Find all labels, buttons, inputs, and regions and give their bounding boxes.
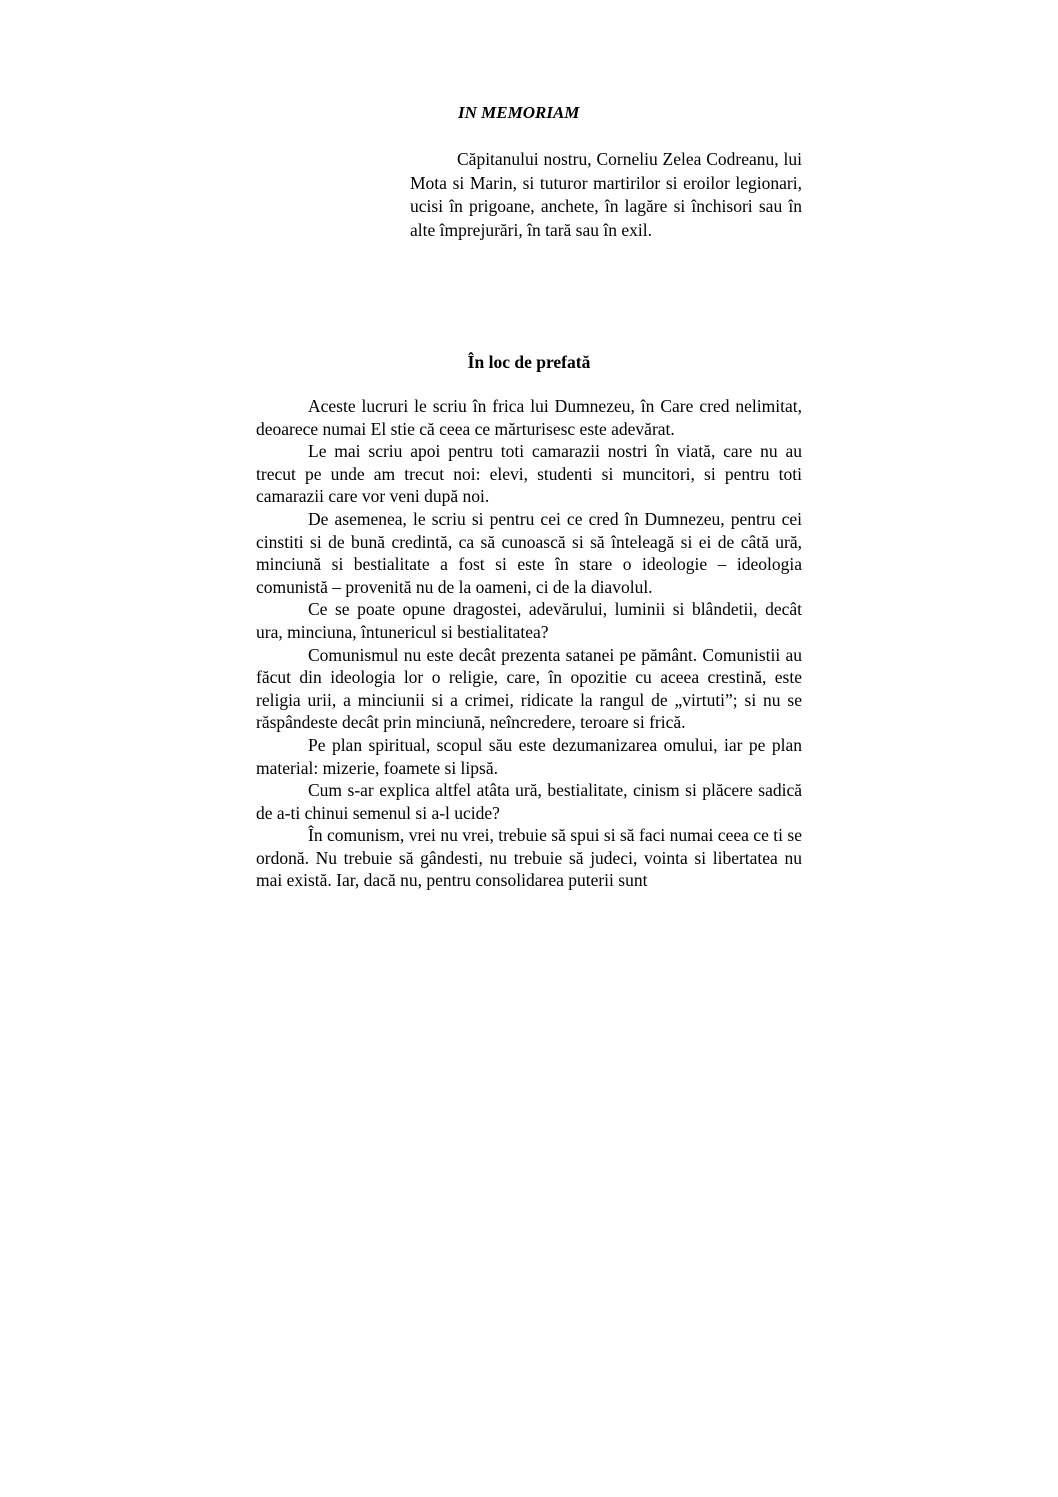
preface-paragraph: Aceste lucruri le scriu în frica lui Dumnezeu, în Care cred nelimitat, deoarece numai El stie că ceea ce mărturisesc este adevărat. — [256, 396, 802, 439]
preface-paragraph: Comunismul nu este decât prezenta satanei pe pământ. Comunistii au făcut din ideologia lor o religie, care, în opozitie cu aceea crestină, este religia urii, a minciunii si a crimei, ridicate la rangul de „virtuti”; si nu se răspândeste decât prin minciună, neîncredere, teroare si frică. — [256, 644, 802, 733]
preface-body — [256, 395, 802, 892]
preface-paragraph: De asemenea, le scriu si pentru cei ce cred în Dumnezeu, pentru cei cinstiti si de bună credintă, ca să cunoască si să înteleagă si ei de câtă ură, minciună si bestialitate a fost si este în stare o ideologie – ideologia comunistă – provenită nu de la oameni, ci de la diavolul. — [256, 508, 802, 597]
preface-paragraph: Le mai scriu apoi pentru toti camarazii nostri în viată, care nu au trecut pe unde am trecut noi: elevi, studenti si muncitori, si pentru toti camarazii care vor veni după noi. — [256, 441, 802, 507]
preface-paragraph: Ce se poate opune dragostei, adevărului, luminii si blândetii, decât ura, minciuna, întunericul si bestialitatea? — [256, 599, 802, 642]
preface-paragraph: În comunism, vrei nu vrei, trebuie să spui si să faci numai ceea ce ti se ordonă. Nu trebuie să gândesti, nu trebuie să judeci, vointa si libertatea nu mai există. Iar, dacă nu, pentru consolidarea puterii sunt — [256, 825, 802, 891]
dedication-paragraph: Căpitanului nostru, Corneliu Zelea Codreanu, lui Mota si Marin, si tuturor martirilor si eroilor legionari, ucisi în prigoane, anchete, în lagăre si închisori sau în alte împrejurări, în tară sau în exil. — [410, 149, 802, 240]
preface-paragraph: Pe plan spiritual, scopul său este dezumanizarea omului, iar pe plan material: mizerie, foamete si lipsă. — [256, 734, 802, 778]
preface-title-text: În loc de prefată — [467, 352, 591, 372]
preface-title — [0, 351, 1058, 373]
preface-paragraph: Cum s-ar explica altfel atâta ură, bestialitate, cinism si plăcere sadică de a-ti chinui semenul si a-l ucide? — [256, 780, 802, 823]
memoriam-title: IN MEMORIAM — [458, 103, 580, 122]
